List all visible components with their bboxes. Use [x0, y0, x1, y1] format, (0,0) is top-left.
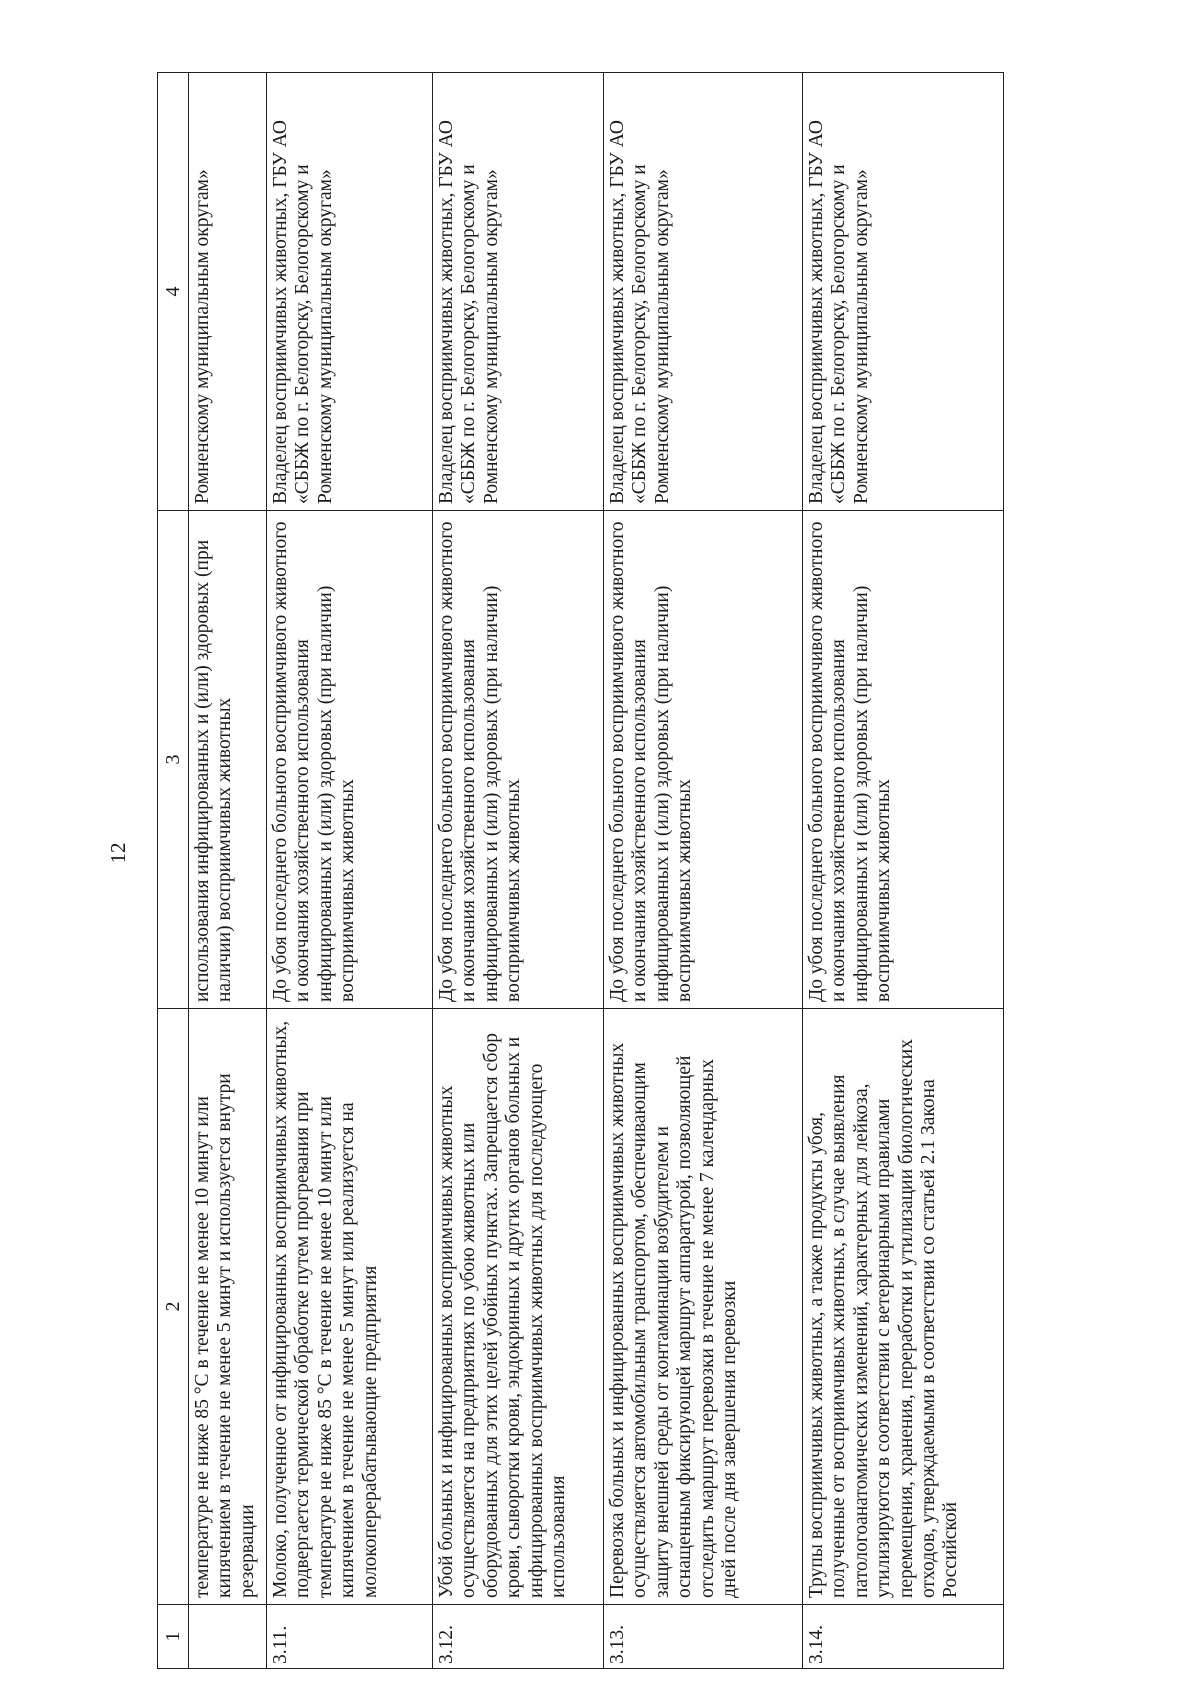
measure-deadline: использования инфицированных и (или) здоровых (при наличии) восприимчивых животных [189, 511, 267, 1009]
measure-deadline: До убоя последнего больного восприимчивого животного и окончания хозяйственного использования инфицированных и (или) здоровых (при наличии) восприимчивых животных [803, 511, 1004, 1009]
header-col-3: 3 [158, 511, 189, 1009]
row-number: 3.13. [604, 1605, 803, 1669]
header-col-4: 4 [158, 73, 189, 511]
header-col-2: 2 [158, 1009, 189, 1605]
header-col-1: 1 [158, 1605, 189, 1669]
measure-description: Убой больных и инфицированных восприимчивых животных осуществляется на предприятиях по убою животных или оборудованных для этих целей убойных пунктах. Запрещается сбор крови, сыворотки крови, эндокринных и других органов больных и инфицированных восприимчивых животных для последующего использования [433, 1009, 604, 1605]
table-row [267, 73, 433, 1669]
table-row [433, 73, 604, 1669]
measure-responsible: Владелец восприимчивых животных, ГБУ АО «СББЖ по г. Белогорску, Белогорскому и Ромненскому муниципальным округам» [604, 73, 803, 511]
measure-responsible: Ромненскому муниципальным округам» [189, 73, 267, 511]
table-row [189, 73, 267, 1669]
table-header-row [158, 73, 189, 1669]
row-number: 3.14. [803, 1605, 1004, 1669]
measure-responsible: Владелец восприимчивых животных, ГБУ АО «СББЖ по г. Белогорску, Белогорскому и Ромненскому муниципальным округам» [803, 73, 1004, 511]
measure-description: Перевозка больных и инфицированных восприимчивых животных осуществляется автомобильным транспортом, обеспечивающим защиту внешней среды от контаминации возбудителем и оснащенным фиксирующей маршрут аппаратурой, позволяющей отследить маршрут перевозки в течение не менее 7 календарных дней после дня завершения перевозки [604, 1009, 803, 1605]
table-row [803, 73, 1004, 1669]
page-number: 12 [106, 842, 130, 864]
measure-deadline: До убоя последнего больного восприимчивого животного и окончания хозяйственного использования инфицированных и (или) здоровых (при наличии) восприимчивых животных [267, 511, 433, 1009]
measure-description: Трупы восприимчивых животных, а также продукты убоя, полученные от восприимчивых животных, в случае выявления патологоанатомических изменений, характерных для лейкоза, утилизируются в соответствии с ветеринарными правилами перемещения, хранения, переработки и утилизации биологических отходов, утверждаемыми в соответствии со статьей 2.1 Закона Российской [803, 1009, 1004, 1605]
row-number [189, 1605, 267, 1669]
measures-table [157, 72, 1004, 1669]
measure-responsible: Владелец восприимчивых животных, ГБУ АО «СББЖ по г. Белогорску, Белогорскому и Ромненскому муниципальным округам» [267, 73, 433, 511]
measure-deadline: До убоя последнего больного восприимчивого животного и окончания хозяйственного использования инфицированных и (или) здоровых (при наличии) восприимчивых животных [433, 511, 604, 1009]
measure-responsible: Владелец восприимчивых животных, ГБУ АО «СББЖ по г. Белогорску, Белогорскому и Ромненскому муниципальным округам» [433, 73, 604, 511]
measures-table-container [157, 73, 1172, 1669]
row-number: 3.11. [267, 1605, 433, 1669]
table-row [604, 73, 803, 1669]
row-number: 3.12. [433, 1605, 604, 1669]
measure-description: температуре не ниже 85 °С в течение не менее 10 минут или кипячением в течение не менее 5 минут и используется внутри резервации [189, 1009, 267, 1605]
measure-description: Молоко, полученное от инфицированных восприимчивых животных, подвергается термической обработке путем прогревания при температуре не ниже 85 °С в течение не менее 10 минут или кипячением в течение не менее 5 минут или реализуется на молокоперерабатывающие предприятия [267, 1009, 433, 1605]
measure-deadline: До убоя последнего больного восприимчивого животного и окончания хозяйственного использования инфицированных и (или) здоровых (при наличии) восприимчивых животных [604, 511, 803, 1009]
